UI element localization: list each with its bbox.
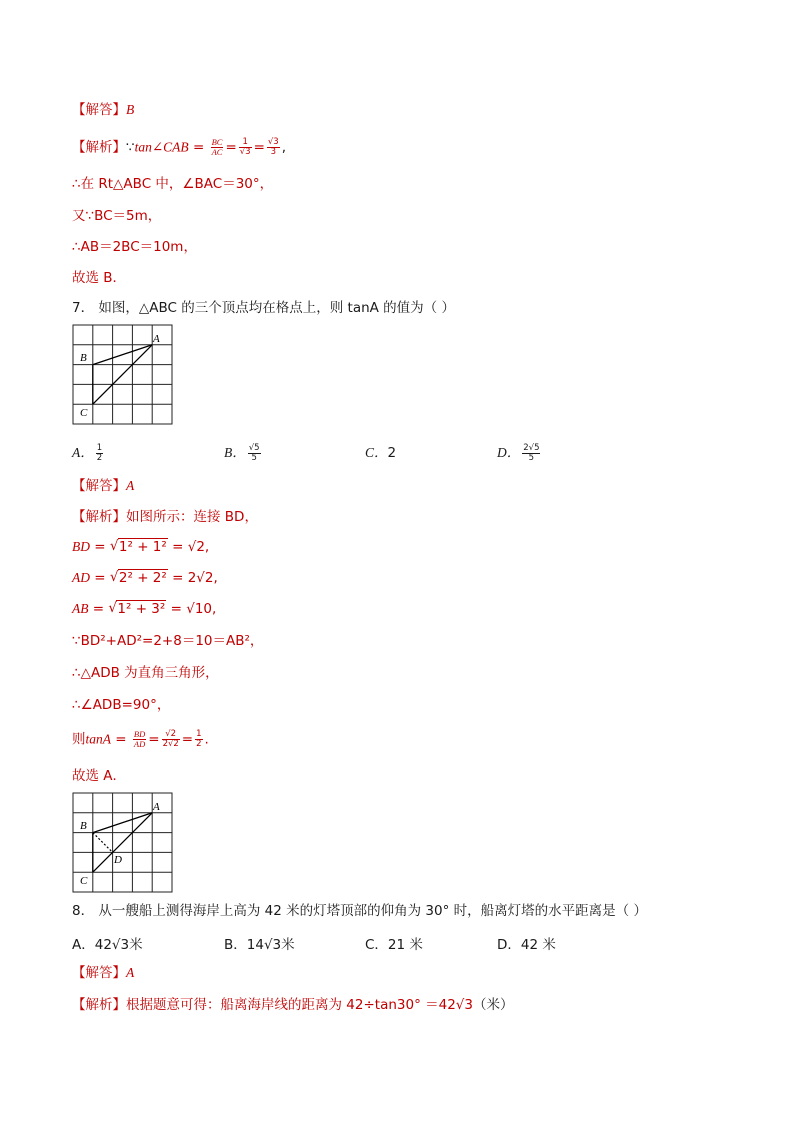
q7-stem: 7． 如图，△ABC 的三个顶点均在格点上，则 tanA 的值为（ ）	[72, 300, 455, 316]
answer-tag: 【解答】	[72, 965, 126, 981]
analysis-tag: 【解析】	[72, 139, 126, 156]
option-d-fraction: $\frac{2√5}{5}$	[523, 442, 540, 463]
dashed-bd	[93, 833, 113, 853]
equals: =	[192, 139, 205, 156]
option-b-fraction: $\frac{√5}{5}$	[248, 442, 260, 463]
analysis-tag: 【解析】	[72, 509, 126, 525]
q7-ad-line: AD = √ 2² + 2² = 2√2,	[72, 569, 218, 587]
answer-tag: 【解答】	[72, 478, 126, 494]
answer-value: A	[126, 478, 135, 493]
vertex-label-a: A	[153, 333, 160, 345]
p6-analysis-line-1: 【解析】∵tan∠CAB = $\frac{BC}{AC}$ = $\frac{1}{√3}$ = $\frac{√3}{3}$ ,	[72, 137, 287, 157]
q7-bd-line: BD = √ 1² + 1² = √2,	[72, 538, 209, 556]
q7-option-c[interactable]: C．2	[365, 445, 397, 461]
q7-analysis-line-1: 【解析】如图所示：连接 BD，	[72, 509, 258, 525]
q7-option-b[interactable]: B． $\frac{√5}{5}$	[224, 442, 260, 463]
q7-option-a[interactable]: A． $\frac{1}{2}$	[72, 442, 103, 463]
q8-option-d[interactable]: D．42 米	[497, 937, 556, 953]
answer-value: B	[126, 102, 135, 117]
q7-grid-figure	[72, 324, 174, 426]
answer-tag: 【解答】	[72, 102, 126, 118]
q7-solution-figure	[72, 792, 174, 894]
q8-analysis-line: 【解析】根据题意可得：船离海岸线的距离为 42÷tan30° ＝42√3（米）	[72, 997, 514, 1013]
p6-analysis-line-4: ∴AB＝2BC＝10m，	[72, 239, 197, 255]
q8-answer-line	[72, 964, 134, 982]
because-symbol: ∵	[126, 139, 135, 156]
analysis-tag: 【解析】	[72, 997, 126, 1013]
vertex-label-c: C	[80, 875, 88, 887]
vertex-label-d: D	[114, 854, 122, 866]
p6-analysis-line-5: 故选 B．	[72, 270, 127, 286]
q7-analysis-line-8: 则tanA = $\frac{BD}{AD}$ = $\frac{√2}{2√2}$ = $\frac{1}{2}$ .	[72, 729, 209, 749]
q8-option-a[interactable]: A．42√3米	[72, 937, 143, 953]
q7-ab-line: AB = √ 1² + 3² = √10,	[72, 600, 216, 618]
q7-analysis-line-7: ∴∠ADB=90°，	[72, 697, 171, 713]
p6-analysis-line-2: ∴在 Rt△ABC 中，∠BAC＝30°，	[72, 176, 274, 192]
q7-answer-line	[72, 477, 134, 495]
fraction-1-root3: $\frac{1}{√3}$	[239, 137, 251, 157]
fraction-bc-ac: $\frac{BC}{AC}$	[211, 137, 223, 157]
q8-option-b[interactable]: B．14√3米	[224, 937, 295, 953]
q8-stem: 8． 从一艘船上测得海岸上高为 42 米的灯塔顶部的仰角为 30° 时，船离灯塔的水平距离是（ ）	[72, 903, 647, 919]
q8-expression: 42÷tan30° ＝42√3	[346, 997, 473, 1013]
p6-analysis-line-3: 又∵BC＝5m，	[72, 208, 162, 224]
q7-analysis-line-9: 故选 A．	[72, 768, 127, 784]
tan-expression: tan∠CAB	[134, 139, 189, 155]
triangle-abc	[93, 813, 152, 872]
q7-analysis-line-5: ∵BD²+AD²=2+8＝10＝AB²，	[72, 633, 264, 649]
q8-option-c[interactable]: C．21 米	[365, 937, 423, 953]
vertex-label-a: A	[153, 801, 160, 813]
q7-option-d[interactable]: D． $\frac{2√5}{5}$	[497, 442, 540, 463]
q7-analysis-line-6: ∴△ADB 为直角三角形，	[72, 665, 219, 681]
p6-answer-line	[72, 101, 134, 119]
triangle-abc	[93, 345, 152, 404]
answer-value: A	[126, 965, 135, 980]
vertex-label-b: B	[80, 352, 87, 364]
option-a-fraction: $\frac{1}{2}$	[96, 442, 103, 463]
vertex-label-c: C	[80, 407, 88, 419]
vertex-label-b: B	[80, 820, 87, 832]
fraction-root3-3: $\frac{√3}{3}$	[267, 137, 279, 157]
